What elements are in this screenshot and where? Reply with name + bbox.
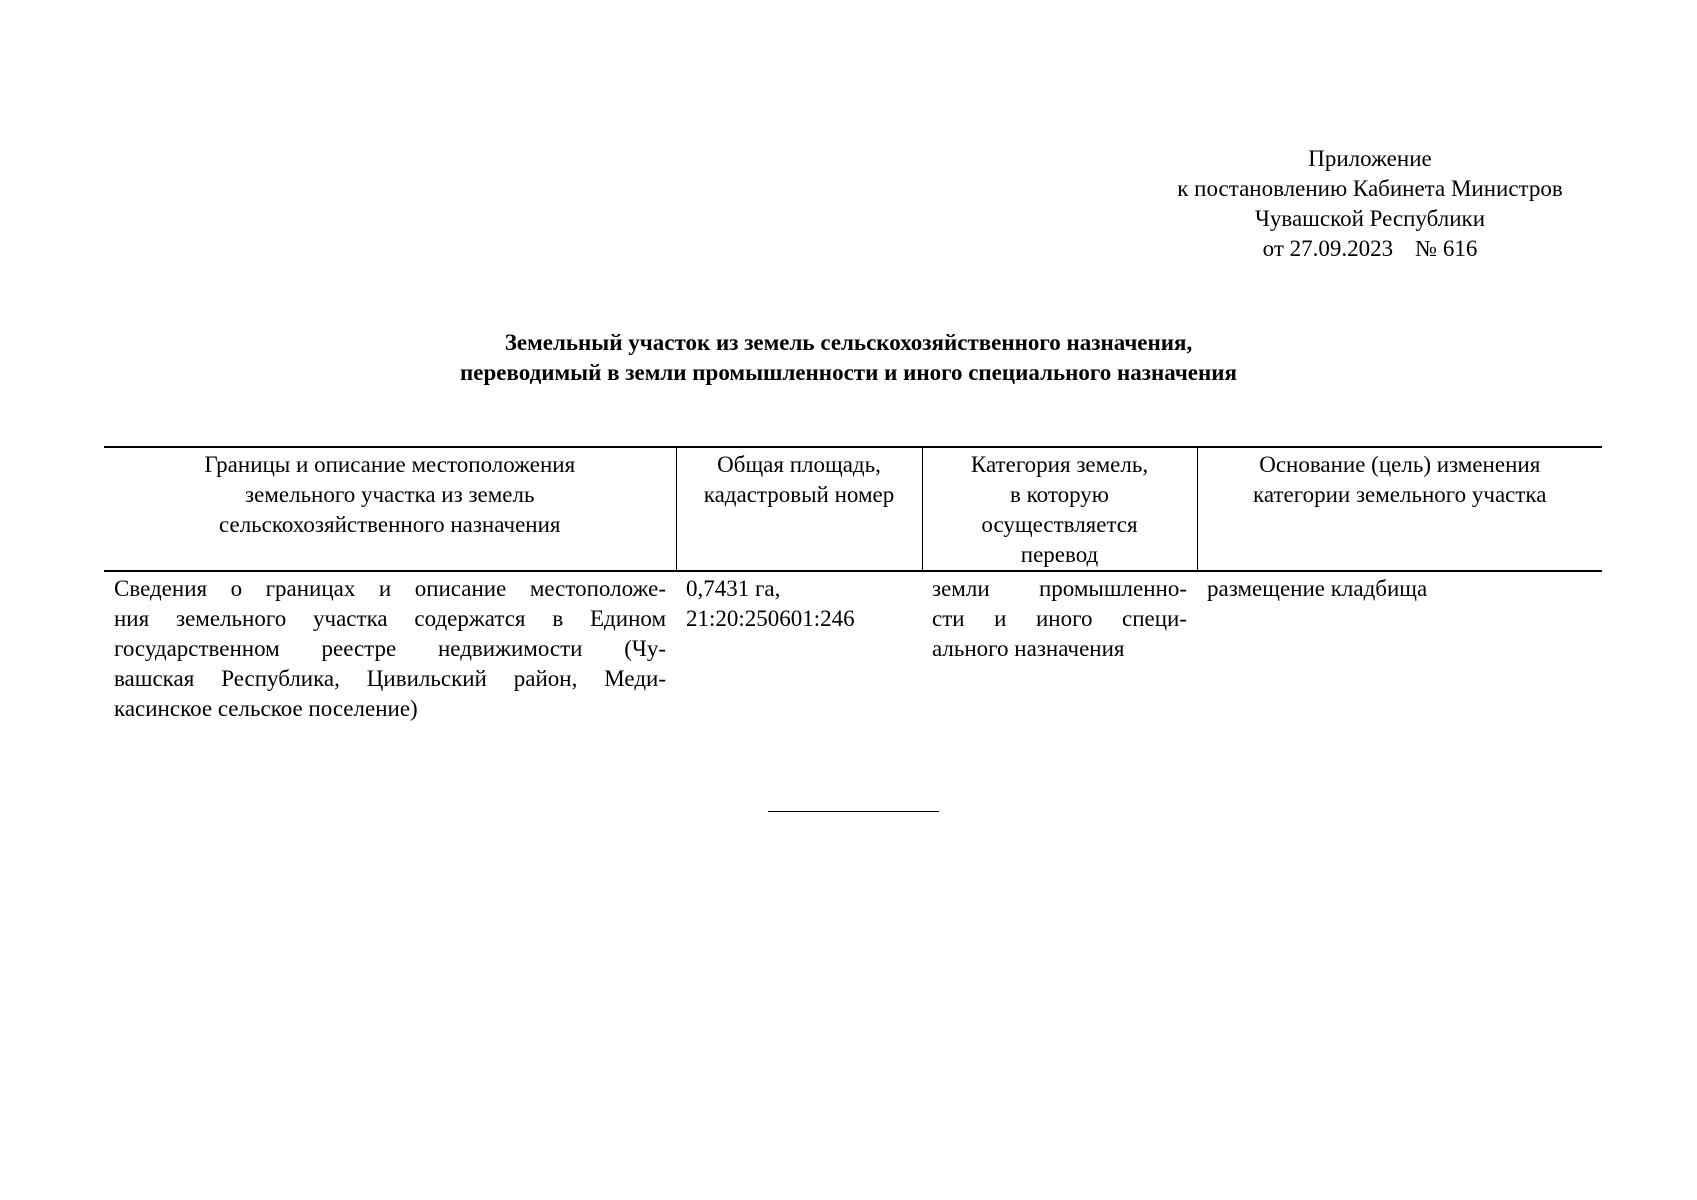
appendix-date: от 27.09.2023: [1262, 236, 1394, 261]
header-boundaries-line: сельскохозяйственного назначения: [219, 512, 561, 537]
table-header-row: [104, 447, 1602, 571]
appendix-number: № 616: [1415, 236, 1478, 261]
header-basis-line: Основание (цель) изменения: [1259, 452, 1541, 477]
header-category-line: перевод: [1020, 542, 1099, 567]
title-line-2: переводимый в земли промышленности и иного специального назначения: [460, 360, 1237, 385]
cadastral-number: 21:20:250601:246: [686, 606, 855, 631]
header-basis: [1197, 447, 1602, 571]
cell-description: [104, 571, 676, 724]
header-boundaries-line: Границы и описание местоположения: [204, 452, 576, 477]
appendix-line-3: Чувашской Республики: [1254, 206, 1486, 231]
land-plot-table: [104, 446, 1602, 724]
title-line-1: Земельный участок из земель сельскохозяйственного назначения,: [504, 330, 1193, 355]
category-line: ального назначения: [932, 636, 1125, 661]
appendix-header: [1150, 144, 1590, 264]
category-line: сти и иного специ-: [932, 606, 1187, 631]
cell-area: [676, 571, 922, 724]
header-category-line: Категория земель,: [970, 452, 1149, 477]
description-line: государственном реестре недвижимости (Чу-: [114, 636, 666, 661]
description-line: касинское сельское поселение): [114, 696, 418, 721]
basis-line: размещение кладбища: [1207, 576, 1428, 601]
description-line: Сведения о границах и описание местоположе-: [114, 576, 666, 601]
appendix-line-2: к постановлению Кабинета Министров: [1177, 176, 1563, 201]
area-line: 0,7431 га,: [686, 576, 781, 601]
header-category-line: осуществляется: [981, 512, 1138, 537]
header-boundaries-line: земельного участка из земель: [245, 482, 535, 507]
cell-basis: [1197, 571, 1602, 724]
table-row: [104, 571, 1602, 724]
description-line: вашская Республика, Цивильский район, Меди-: [114, 666, 666, 691]
header-category: [922, 447, 1197, 571]
document-title: [300, 328, 1397, 388]
appendix-date-line: [1150, 234, 1590, 264]
header-basis-line: категории земельного участка: [1253, 482, 1547, 507]
description-line: ния земельного участка содержатся в Едином: [114, 606, 666, 631]
cell-category: [922, 571, 1197, 724]
header-area: [676, 447, 922, 571]
end-divider: [768, 811, 939, 812]
category-line: земли промышленно-: [932, 576, 1187, 601]
header-category-line: в которую: [1010, 482, 1109, 507]
header-area-line: кадастровый номер: [703, 482, 895, 507]
appendix-line-1: Приложение: [1308, 146, 1432, 171]
header-boundaries: [104, 447, 676, 571]
header-area-line: Общая площадь,: [717, 452, 881, 477]
